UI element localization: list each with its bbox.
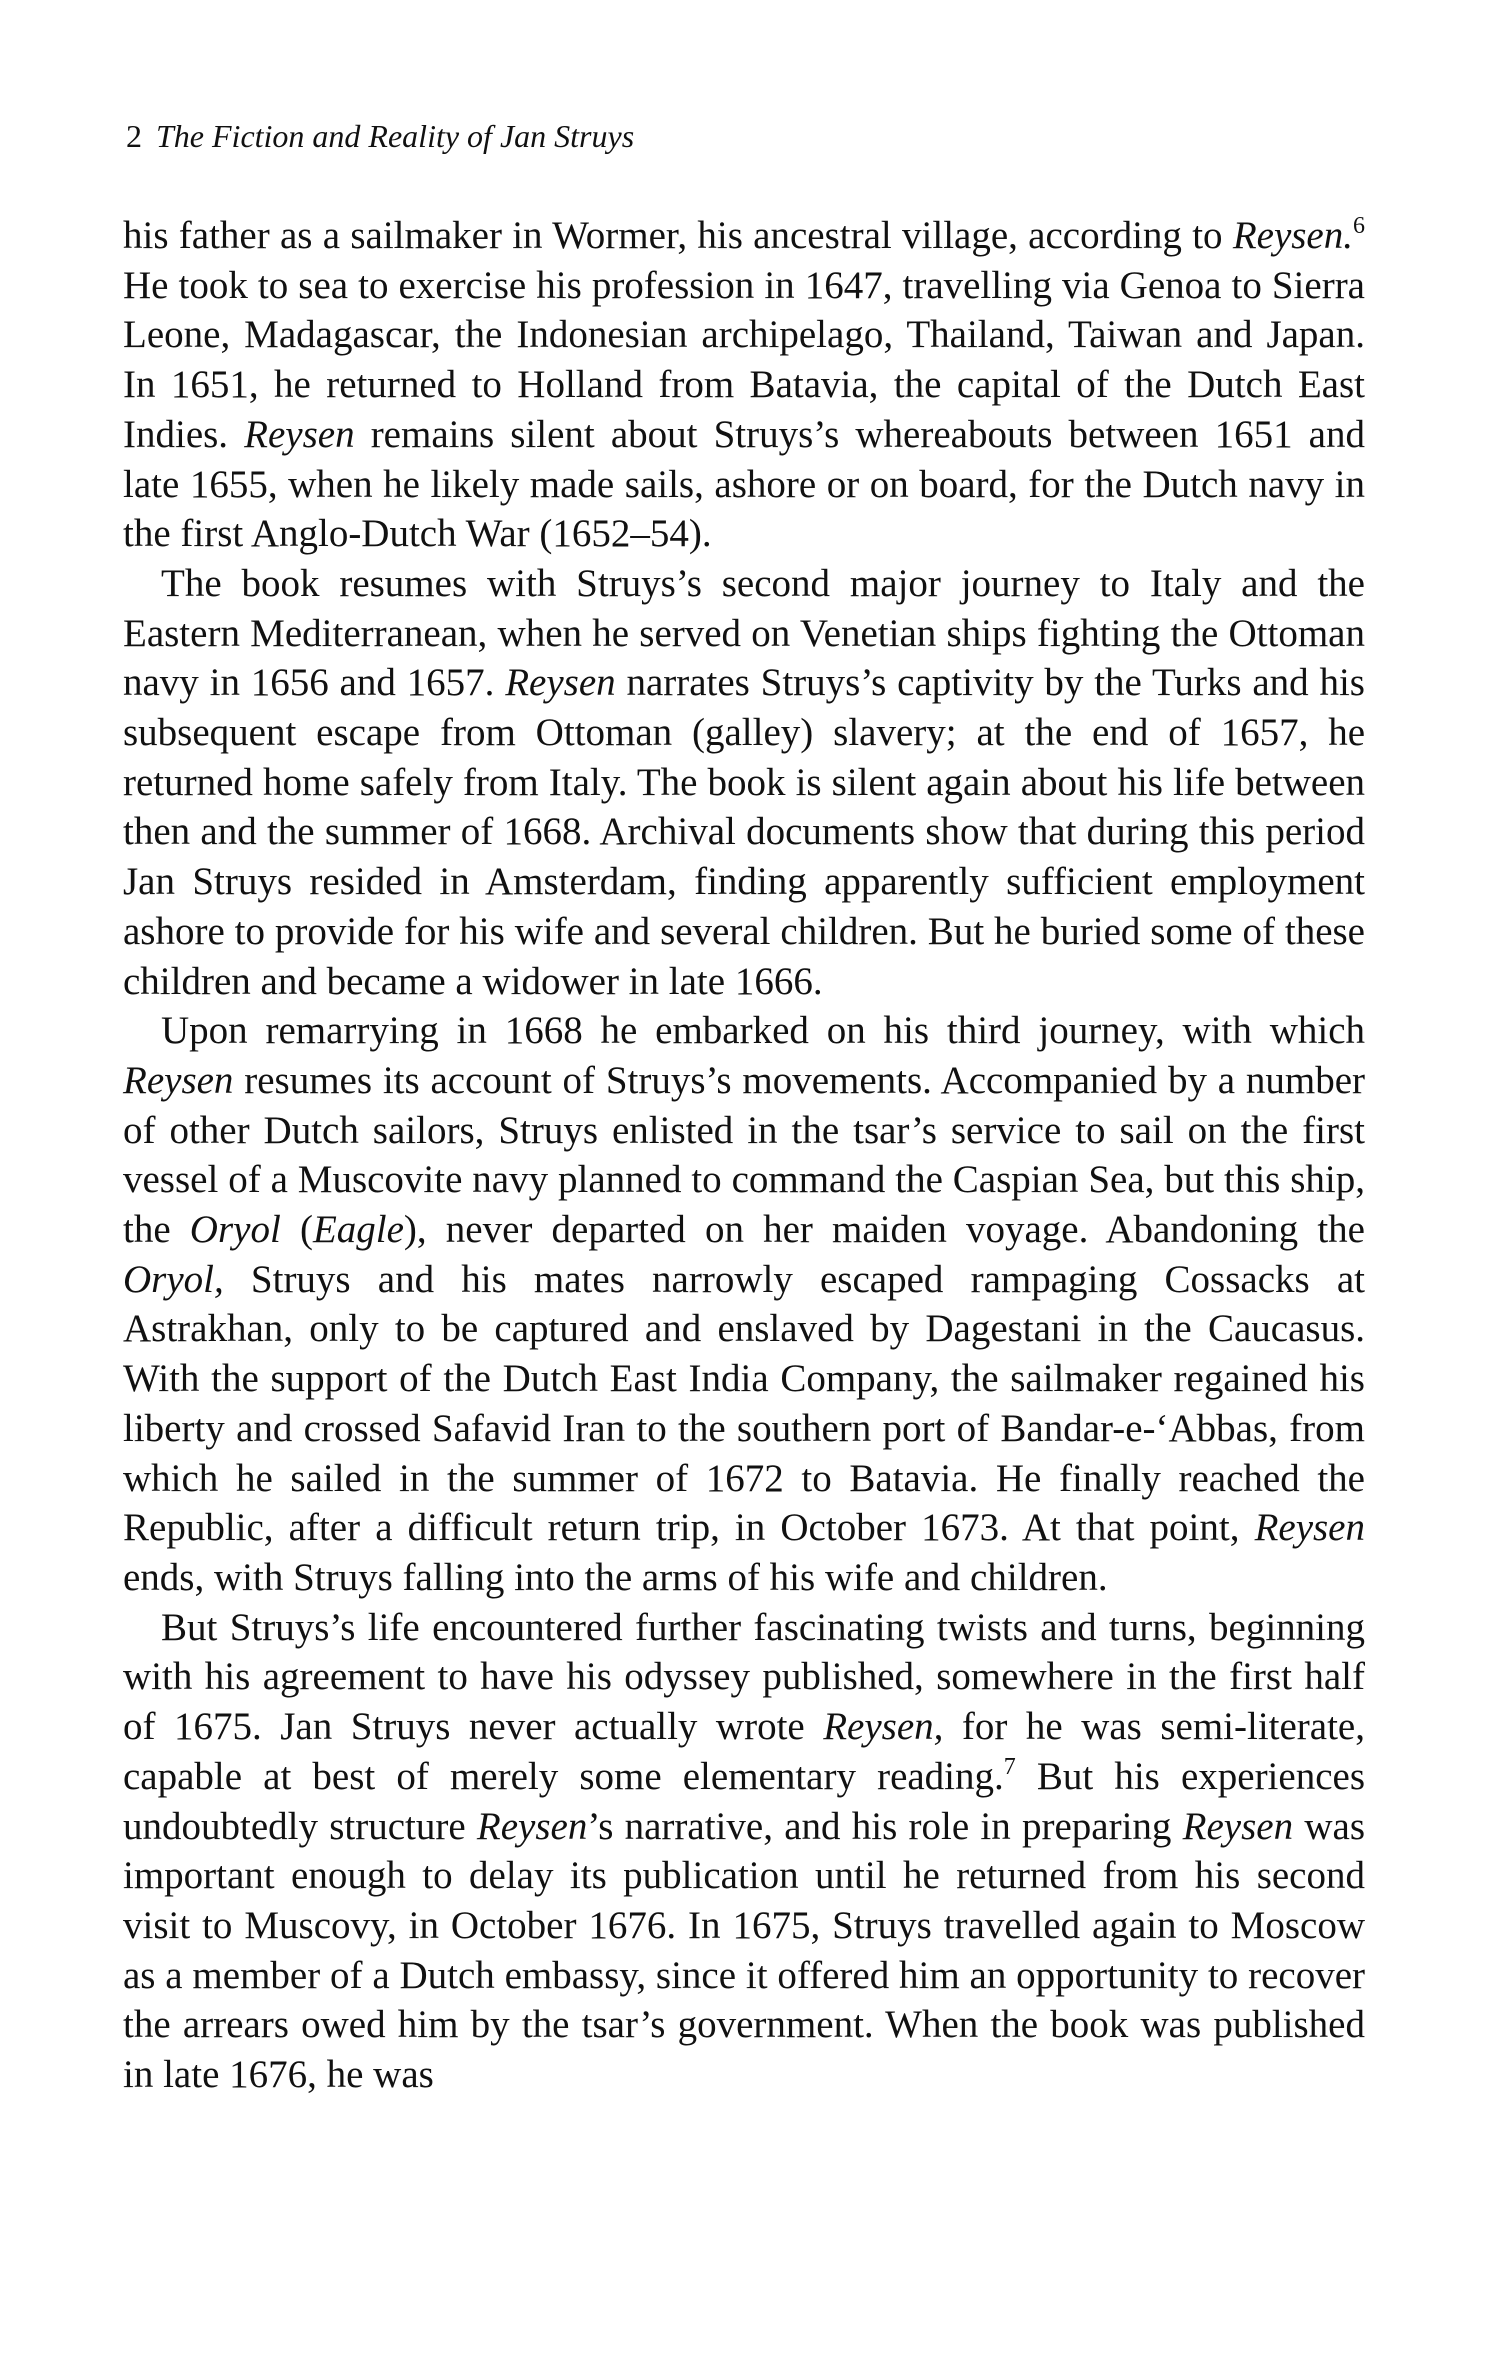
italic-text: Reysen [476, 1804, 588, 1848]
text-run: ( [280, 1208, 313, 1252]
text-run: for he was semi-literate, capable at best of merely some elementary reading. [123, 1705, 1365, 1798]
body-text [123, 211, 1365, 2100]
italic-text: Oryol [189, 1208, 281, 1252]
footnote-ref: 7 [1003, 1753, 1016, 1780]
text-run: Struys and his mates narrowly escaped rampaging Cossacks at Astrakhan, only to be captured and enslaved by Dagestani in the Caucasus. With the support of the Dutch East India Company, the sailmaker regained his liberty and crossed Safavid Iran to the southern port of Bandar-e-‘Abbas, from which he sailed in the summer of 1672 to Batavia. He finally reached the Republic, after a difficult return trip, in October 1673. At that point, [123, 1257, 1365, 1550]
italic-text: Eagle [312, 1208, 404, 1252]
text-run: was important enough to delay its publication until he returned from his second visit to Muscovy, in October 1676. In 1675, Struys travelled again to Moscow as a member of a Dutch embassy, since it offered him an opportunity to recover the arrears owed him by the tsar’s government. When the book was published in late 1676, he was [123, 1804, 1365, 2097]
page-number: 2 [126, 118, 142, 154]
paragraph [123, 211, 1365, 559]
paragraph [123, 559, 1365, 1006]
footnote-ref: 6 [1353, 213, 1365, 239]
italic-text: Reysen [505, 661, 616, 705]
text-run: his father as a sailmaker in Wormer, his ancestral village, according to [123, 214, 1233, 257]
text-run: ), never departed on her maiden voyage. Abandoning the [403, 1208, 1365, 1252]
italic-text: Reysen [244, 412, 355, 456]
text-run: ’s narrative, and his role in preparing [587, 1804, 1183, 1848]
text-run: He took to sea to exercise his profession in 1647, travelling via Genoa to Sierra Leone, Madagascar, the Indonesian archipelago, Thailand, Taiwan and Japan. In 1651, he returned to Holland from Batavia, the capital of the Dutch East Indies. [123, 263, 1365, 456]
text-run: But his experiences undoubtedly structure [123, 1754, 1365, 1848]
italic-text: Oryol, [123, 1257, 224, 1301]
paragraph [123, 1603, 1365, 2100]
italic-text: Reysen [1254, 1506, 1365, 1550]
text-run: narrates Struys’s captivity by the Turks and his subsequent escape from Ottoman (galley) slavery; at the end of 1657, he returned home safely from Italy. The book is silent again about his life between then and the summer of 1668. Archival documents show that during this period Jan Struys resided in Amsterdam, finding apparently sufficient employment ashore to provide for his wife and several children. But he buried some of these children and became a widower in late 1666. [123, 661, 1365, 1003]
italic-text: Reysen [123, 1058, 234, 1102]
text-run: But Struys’s life encountered further fascinating twists and turns, beginning with his agreement to have his odyssey published, somewhere in the first half of 1675. Jan Struys never actually wrote [123, 1605, 1365, 1749]
italic-text: Reysen. [1232, 214, 1353, 257]
paragraph [123, 1006, 1365, 1602]
book-title: The Fiction and Reality of Jan Struys [156, 118, 635, 154]
text-run: The book resumes with Struys’s second major journey to Italy and the Eastern Mediterranean, when he served on Venetian ships fighting the Ottoman navy in 1656 and 1657. [123, 561, 1365, 705]
text-run: remains silent about Struys’s whereabouts between 1651 and late 1655, when he likely made sails, ashore or on board, for the Dutch navy in the first Anglo-Dutch War (1652–54). [123, 412, 1365, 556]
italic-text: Reysen [1182, 1804, 1294, 1848]
italic-text: Reysen, [823, 1705, 944, 1749]
text-run: resumes its account of Struys’s movements. Accompanied by a number of other Dutch sailors, Struys enlisted in the tsar’s service to sail on the first vessel of a Muscovite navy planned to command the Caspian Sea, but this ship, the [123, 1058, 1365, 1252]
running-head [126, 116, 634, 156]
text-run: Upon remarrying in 1668 he embarked on his third journey, with which [161, 1009, 1365, 1053]
text-run: ends, with Struys falling into the arms of his wife and children. [123, 1555, 1108, 1599]
